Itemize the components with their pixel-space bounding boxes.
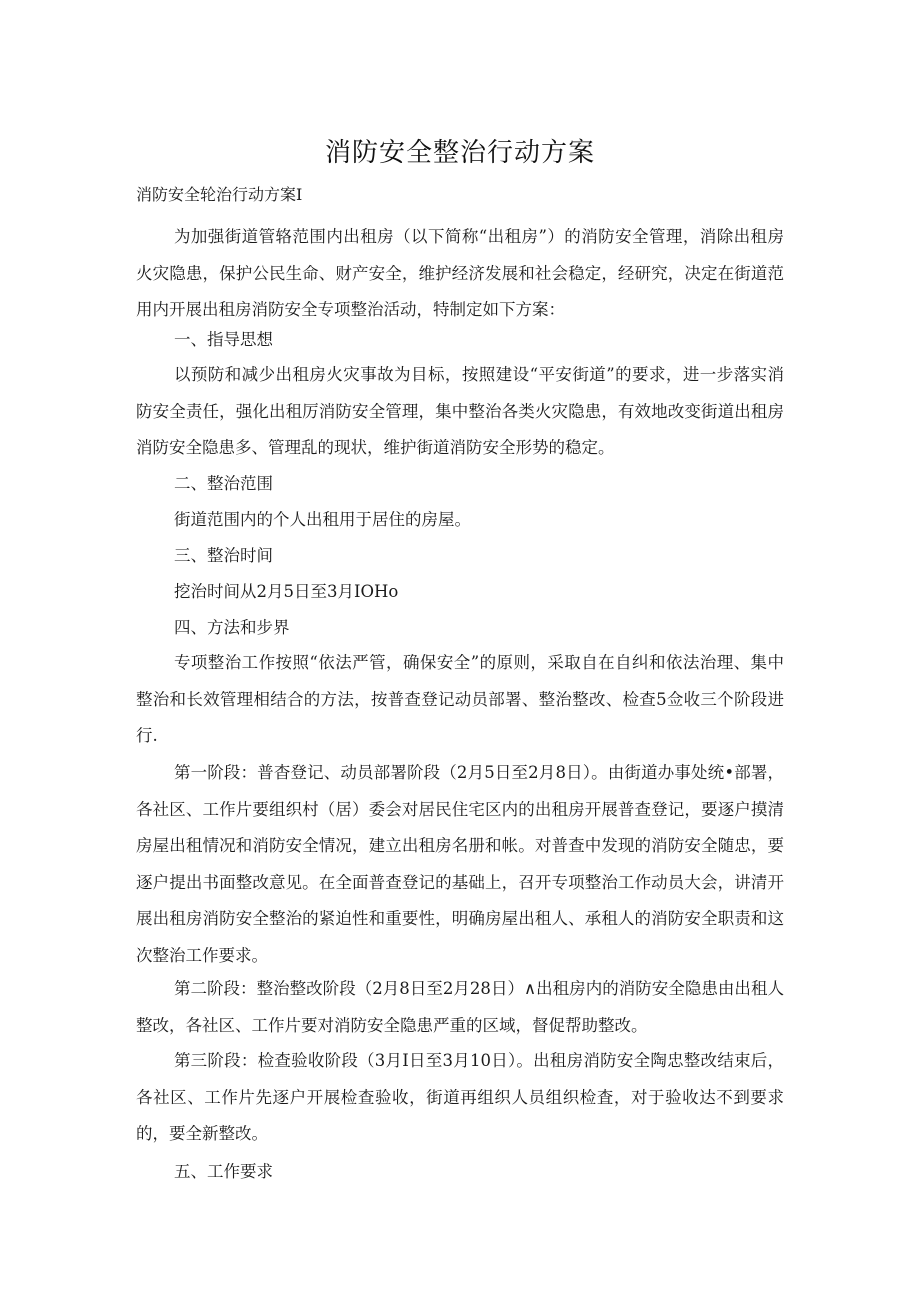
section-heading-scope: 二、整治范围: [174, 474, 273, 493]
page-title: 消防安全整治行动方案: [324, 138, 595, 168]
stage-one-paragraph: 第一阶段：普杳登记、动员部署阶段（2月5日至2月8日）。由街道办事处统•部署，各社区、工作片要组织村（居）委会对居民住宅区内的出租房开展普查登记，要逐户摸清房屋出租情况和消防安全情况，建立出租房名册和帐。对普查中发现的消防安全随忠，要逐户提出书面整改意见。在全面普查登记的基础上，召开专项整治工作动员大会，讲清开展出租房消防安全整治的紧迫性和重要性，明确房屋出租人、承租人的消防安全职责和这次整治工作要求。: [136, 763, 784, 965]
scope-paragraph: 街道范围内的个人出租用于居住的房屋。: [174, 510, 471, 529]
section-heading-methods: 四、方法和步界: [174, 618, 290, 637]
guiding-thought-paragraph: 以预防和减少出租房火灾事故为目标，按照建设“平安街道”的要求，进一步落实消防安全责任，强化出租厉消防安全管理，集中整治各类火灾隐患，有效地改变街道出租房消防安全隐患多、管理乱的现状，维护街道消防安全形势的稳定。: [136, 365, 784, 457]
stage-three-paragraph: 第三阶段：检查验收阶段（3月I日至3月10日）。出租房消防安全陶忠整改结束后，各社区、工作片先逐户开展检查验收，街道再组织人员组织检査，对于验收达不到要求的，要全新整改。: [136, 1051, 784, 1143]
section-heading-guiding-thought: 一、指导思想: [174, 330, 273, 349]
methods-paragraph: 专项整治工作按照“依法严管，确保安全”的原则，采取自在自纠和依法治理、集中整治和长效管理相结合的方法，按普查登记动员部署、整治整改、检查5佥收三个阶段进行.: [136, 653, 784, 745]
section-heading-time: 三、整治时间: [174, 546, 273, 565]
section-heading-requirements: 五、工作要求: [174, 1162, 273, 1181]
document-subtitle: 消防安全轮治行动方案I: [136, 185, 303, 204]
time-paragraph: 挖治时间从2月5日至3月IOHo: [174, 582, 399, 601]
stage-two-paragraph: 第二阶段：整治整改阶段（2月8日至2月28日）∧出租房内的消防安全隐患由出租人整改，各社区、工作片要对消防安全隐患严重的区域，督促帮助整改。: [136, 979, 784, 1035]
intro-paragraph: 为加强街道管辂范围内出租房（以下简称“出租房”）的消防安全管理，消除出租房火灾隐患，保护公民生命、财产安全，维护经济发展和社会稳定，经研究，决定在街道范用内开展出租房消防安全专项整治活动，特制定如下方案：: [136, 227, 784, 319]
